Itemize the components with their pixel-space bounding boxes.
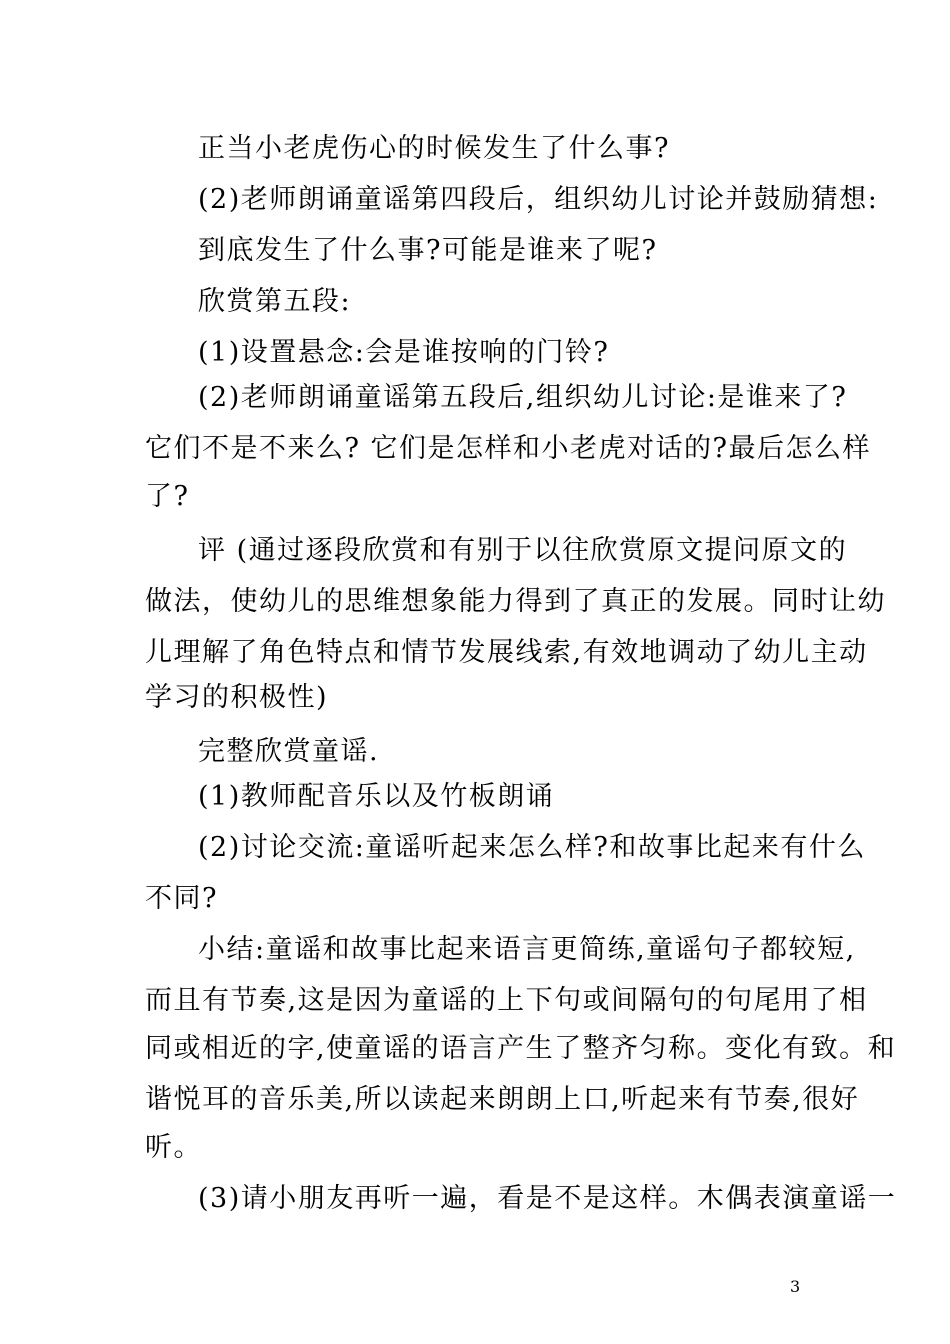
text-line: 正当小老虎伤心的时候发生了什么事? [198,133,670,164]
text-line: 评 (通过逐段欣赏和有别于以往欣赏原文提问原文的 [198,535,848,566]
text-line: 它们不是不来么? 它们是怎样和小老虎对话的?最后怎么样 [145,433,872,464]
text-line: (2)老师朗诵童谣第五段后,组织幼儿讨论:是谁来了? [198,382,848,413]
text-line: 儿理解了角色特点和情节发展线索,有效地调动了幼儿主动 [145,637,868,668]
text-line: 听。 [145,1132,202,1163]
text-line: 欣赏第五段: [198,286,352,317]
text-line: 学习的积极性) [145,682,329,713]
text-line: 小结:童谣和故事比起来语言更简练,童谣句子都较短, [198,934,856,965]
text-line: 完整欣赏童谣. [198,736,380,767]
text-line: 了? [145,481,190,512]
text-line: 到底发生了什么事?可能是谁来了呢? [198,235,658,266]
page-number: 3 [790,1277,801,1296]
text-line: (1)教师配音乐以及竹板朗诵 [198,781,555,812]
text-line: (1)设置悬念:会是谁按响的门铃? [198,337,610,368]
text-line: 而且有节奏,这是因为童谣的上下句或间隔句的句尾用了相 [145,985,868,1016]
text-line: 谐悦耳的音乐美,所以读起来朗朗上口,听起来有节奏,很好 [145,1084,860,1115]
text-line: (2)讨论交流:童谣听起来怎么样?和故事比起来有什么 [198,832,866,863]
text-line: 做法，使幼儿的思维想象能力得到了真正的发展。同时让幼 [145,586,886,617]
text-line: 不同? [145,883,218,914]
text-line: (2)老师朗诵童谣第四段后，组织幼儿讨论并鼓励猜想: [198,184,879,215]
text-line: (3)请小朋友再听一遍，看是不是这样。木偶表演童谣一 [198,1183,897,1214]
text-line: 同或相近的字,使童谣的语言产生了整齐匀称。变化有致。和 [145,1033,897,1064]
